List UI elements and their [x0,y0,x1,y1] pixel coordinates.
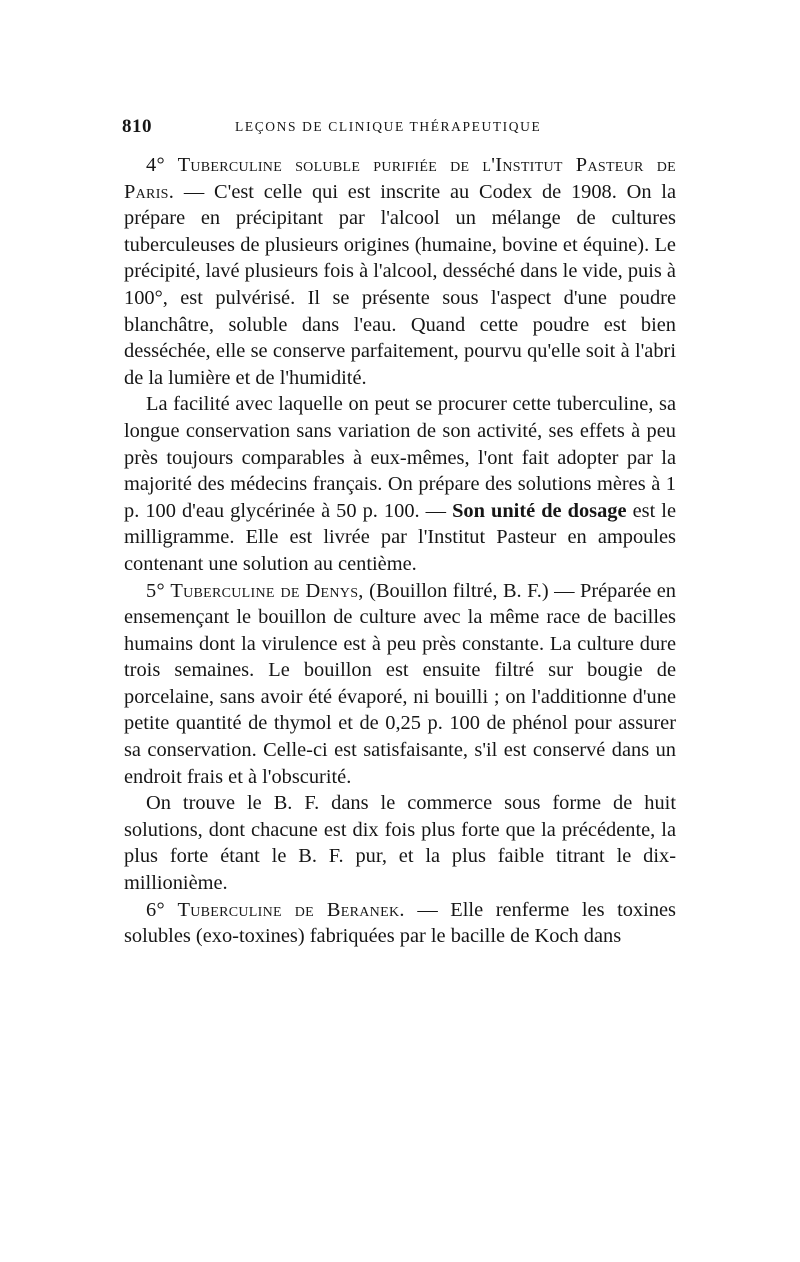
section-title: 6° Tuberculine de Beranek. [146,898,405,921]
paragraph-tuberculine-denys [124,578,676,791]
section-title: 4° Tuberculine soluble purifiée de l'Institut Pasteur de Paris. [124,154,676,203]
paragraph-tuberculine-beranek [124,897,676,950]
paragraph-facilite [124,391,676,577]
paragraph-text: La facilité avec laquelle on peut se procurer cette tuberculine, sa longue conservation sans variation de son activité, ses effets à peu près toujours comparables à eux-mêmes, l'ont fait adopter par la majorité des médecins français. On prépare des solutions mères à 1 p. 100 d'eau glycérinée à 50 p. 100. — [124,393,676,522]
paragraph-text: (Bouillon filtré, B. F.) — Préparée en ensemençant le bouillon de culture avec la même race de bacilles humains dont la virulence est à peu près constante. La culture dure trois semaines. Le bouillon est ensuite filtré sur bougie de porcelaine, sans avoir été évaporé, ni bouilli ; on l'additionne d'une petite quantité de thymol et de 0,25 p. 100 de phénol pour assurer sa conservation. Celle-ci est satisfaisante, s'il est conservé dans un endroit frais et à l'obscurité. [124,579,676,788]
paragraph-text: — Elle renferme les toxines solubles (exo-toxines) fabriquées par le bacille de Koch dans [124,898,676,948]
paragraph-text: est le milligramme. Elle est livrée par l'Institut Pasteur en ampoules contenant une solution au centième. [124,499,676,575]
emphasis-text: Son unité de dosage [452,499,627,522]
running-head: LEÇONS DE CLINIQUE THÉRAPEUTIQUE [235,119,542,134]
paragraph-text: — C'est celle qui est inscrite au Codex de 1908. On la prépare en précipitant par l'alcool un mélange de cultures tuberculeuses de plusieurs origines (humaine, bovine et équine). Le précipité, lavé plusieurs fois à l'alcool, desséché dans le vide, puis à 100°, est pulvérisé. Il se présente sous l'aspect d'une poudre blanchâtre, soluble dans l'eau. Quand cette poudre est bien desséchée, elle se conserve parfaitement, pourvu qu'elle soit à l'abri de la lumière et de l'humidité. [124,180,676,389]
body-text [124,152,676,950]
page-number: 810 [122,116,152,137]
page-header [122,116,678,140]
section-title: 5° Tuberculine de Denys, [146,579,364,602]
paragraph-commerce: On trouve le B. F. dans le commerce sous forme de huit solutions, dont chacune est dix fois plus forte que la précédente, la plus forte étant le B. F. pur, et la plus faible titrant le dix-millionième. [124,792,676,895]
paragraph-tuberculine-pasteur [124,152,676,391]
